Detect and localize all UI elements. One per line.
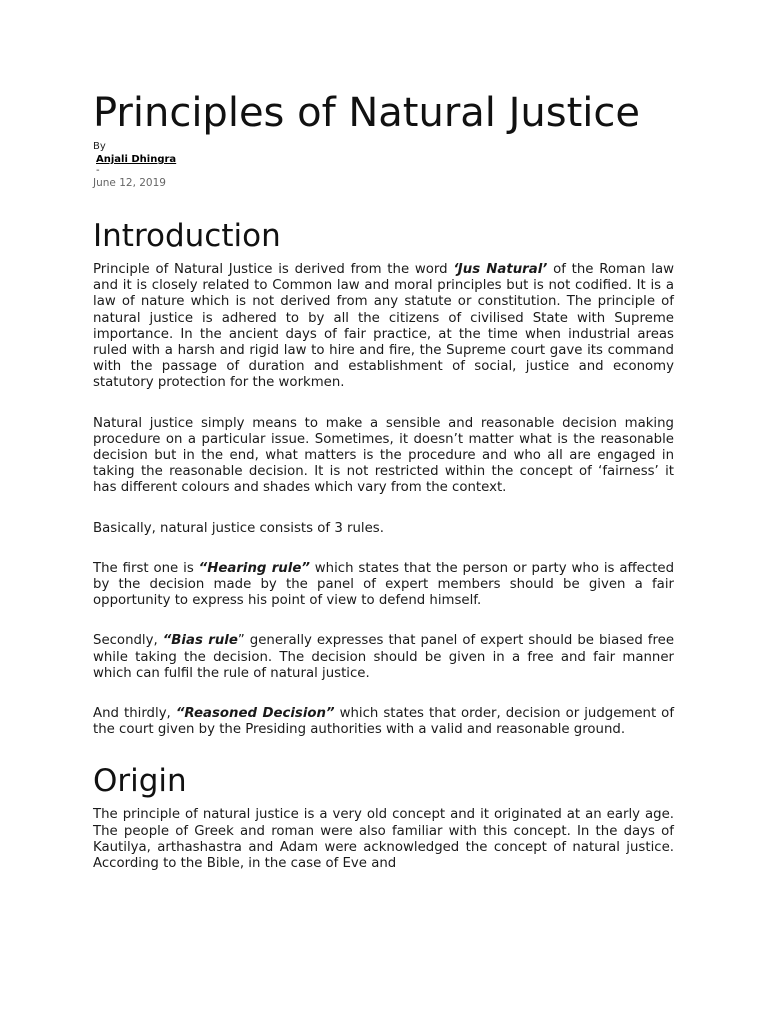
- intro-paragraph-3: Basically, natural justice consists of 3 rules.: [93, 520, 384, 536]
- intro-paragraph-1: Principle of Natural Justice is derived from the word ‘Jus Natural’ of the Roman law and it is closely related to Common law and moral principles but is not codified. It is a law of nature which is not derived from any statute or constitution. The principle of natural justice is adhered to by all the citizens of civilised State with Supreme importance. In the ancient days of fair practice, at the time when industrial areas ruled with a harsh and rigid law to hire and fire, the Supreme court gave its command with the passage of duration and establishment of social, justice and economy statutory protection for the workmen.: [93, 262, 674, 391]
- author-separator: -: [96, 165, 100, 176]
- emphasis-reasoned-decision: “Reasoned Decision”: [175, 706, 335, 722]
- article-body: [93, 217, 674, 872]
- intro-paragraph-bias-rule: Secondly, “Bias rule” generally expresses that panel of expert should be biased free while taking the decision. The decision should be given in a free and fair manner which can fulfil the rule of natural justice.: [93, 633, 675, 681]
- origin-heading: Origin: [93, 763, 187, 800]
- publish-date: June 12, 2019: [93, 177, 166, 189]
- byline: [93, 141, 176, 175]
- introduction-heading: Introduction: [93, 218, 281, 254]
- author-link[interactable]: Anjali Dhingra: [96, 154, 177, 165]
- intro-paragraph-2: Natural justice simply means to make a sensible and reasonable decision making procedure on a particular issue. Sometimes, it doesn’t matter what is the reasonable decision but in the end, what matters is the procedure and who all are engaged in taking the reasonable decision. It is not restricted within the concept of ‘fairness’ it has different colours and shades which vary from the context.: [93, 415, 674, 496]
- intro-paragraph-hearing-rule: The first one is “Hearing rule” which states that the person or party who is affected by the decision made by the panel of expert members should be given a fair opportunity to express his point of view to defend himself.: [93, 560, 675, 609]
- emphasis-hearing-rule: “Hearing rule”: [198, 560, 310, 576]
- origin-paragraph-1: The principle of natural justice is a very old concept and it originated at an early age. The people of Greek and roman were also familiar with this concept. In the days of Kautilya, arthashastra and Adam were acknowledged the concept of natural justice. According to the Bible, in the case of Eve and: [93, 807, 674, 872]
- article-title: Principles of Natural Justice: [93, 90, 641, 136]
- emphasis-bias-rule: “Bias rule: [162, 633, 238, 649]
- emphasis-jus-natural: ‘Jus Natural’: [453, 262, 548, 277]
- by-label: By: [93, 141, 106, 152]
- intro-paragraph-reasoned-decision: And thirdly, “Reasoned Decision” which states that order, decision or judgement of the court given by the Presiding authorities with a valid and reasonable ground.: [93, 706, 674, 738]
